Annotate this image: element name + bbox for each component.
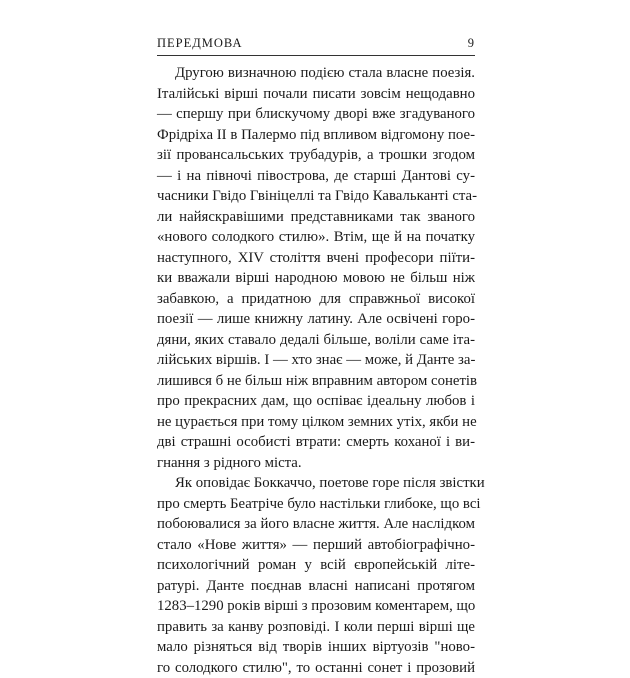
text-line: 1283–1290 років вірші з прозовим коментарем, що <box>157 596 475 617</box>
text-line: дяни, яких ставало дедалі більше, воліли саме іта- <box>157 330 475 351</box>
text-line: Другою визначною подією стала власне поезія. <box>157 63 475 84</box>
text-line: наступного, XIV століття вчені професори піїти- <box>157 248 475 269</box>
body-text <box>157 63 475 678</box>
text-line: Італійські вірші почали писати зовсім нещодавно <box>157 84 475 105</box>
text-line: дві страшні особисті втрати: смерть коханої і ви- <box>157 432 475 453</box>
running-header <box>157 36 475 51</box>
text-line: лійських віршів. І — хто знає — може, й Данте за- <box>157 350 475 371</box>
text-line: «нового солодкого стилю». Втім, ще й на початку <box>157 227 475 248</box>
text-line: психологічний роман у всій європейській літе- <box>157 555 475 576</box>
page-number: 9 <box>468 36 475 51</box>
text-line: часники Гвідо Гвініцеллі та Гвідо Кавальканті ста- <box>157 186 475 207</box>
text-line: Фрідріха II в Палермо під впливом відгомону пое- <box>157 125 475 146</box>
text-line: поезії — лише книжну латину. Але освічені горо- <box>157 309 475 330</box>
text-line: ратурі. Данте поєднав власні написані протягом <box>157 576 475 597</box>
paragraph-2 <box>157 473 475 678</box>
text-line: забавкою, а придатною для справжньої високої <box>157 289 475 310</box>
paragraph-1 <box>157 63 475 473</box>
text-line: мало різняться від творів інших віртуозів "ново- <box>157 637 475 658</box>
section-title: ПЕРЕДМОВА <box>157 36 243 51</box>
text-line: побоювалися за його власне життя. Але наслідком <box>157 514 475 535</box>
text-line: — спершу при блискучому дворі вже згадуваного <box>157 104 475 125</box>
text-line: править за канву розповіді. І коли перші вірші ще <box>157 617 475 638</box>
text-line: лишився б не більш ніж вправним автором сонетів <box>157 371 475 392</box>
text-line: гнання з рідного міста. <box>157 453 475 474</box>
text-line: про смерть Беатріче було настільки глибоке, що всі <box>157 494 475 515</box>
text-line: не цурається при тому цілком земних утіх, якби не <box>157 412 475 433</box>
text-line: ли найяскравішими представниками так званого <box>157 207 475 228</box>
text-line: Як оповідає Боккаччо, поетове горе після звістки <box>157 473 475 494</box>
text-line: го солодкого стилю", то останні сонет і прозовий <box>157 658 475 678</box>
text-line: зії провансальських трубадурів, а трошки згодом <box>157 145 475 166</box>
text-line: — і на півночі півострова, де старші Дантові су- <box>157 166 475 187</box>
text-line: стало «Нове життя» — перший автобіографічно- <box>157 535 475 556</box>
header-rule <box>157 55 475 56</box>
text-line: ки вважали вірші народною мовою не більш ніж <box>157 268 475 289</box>
text-line: про прекрасних дам, що оспіває ідеальну любов і <box>157 391 475 412</box>
